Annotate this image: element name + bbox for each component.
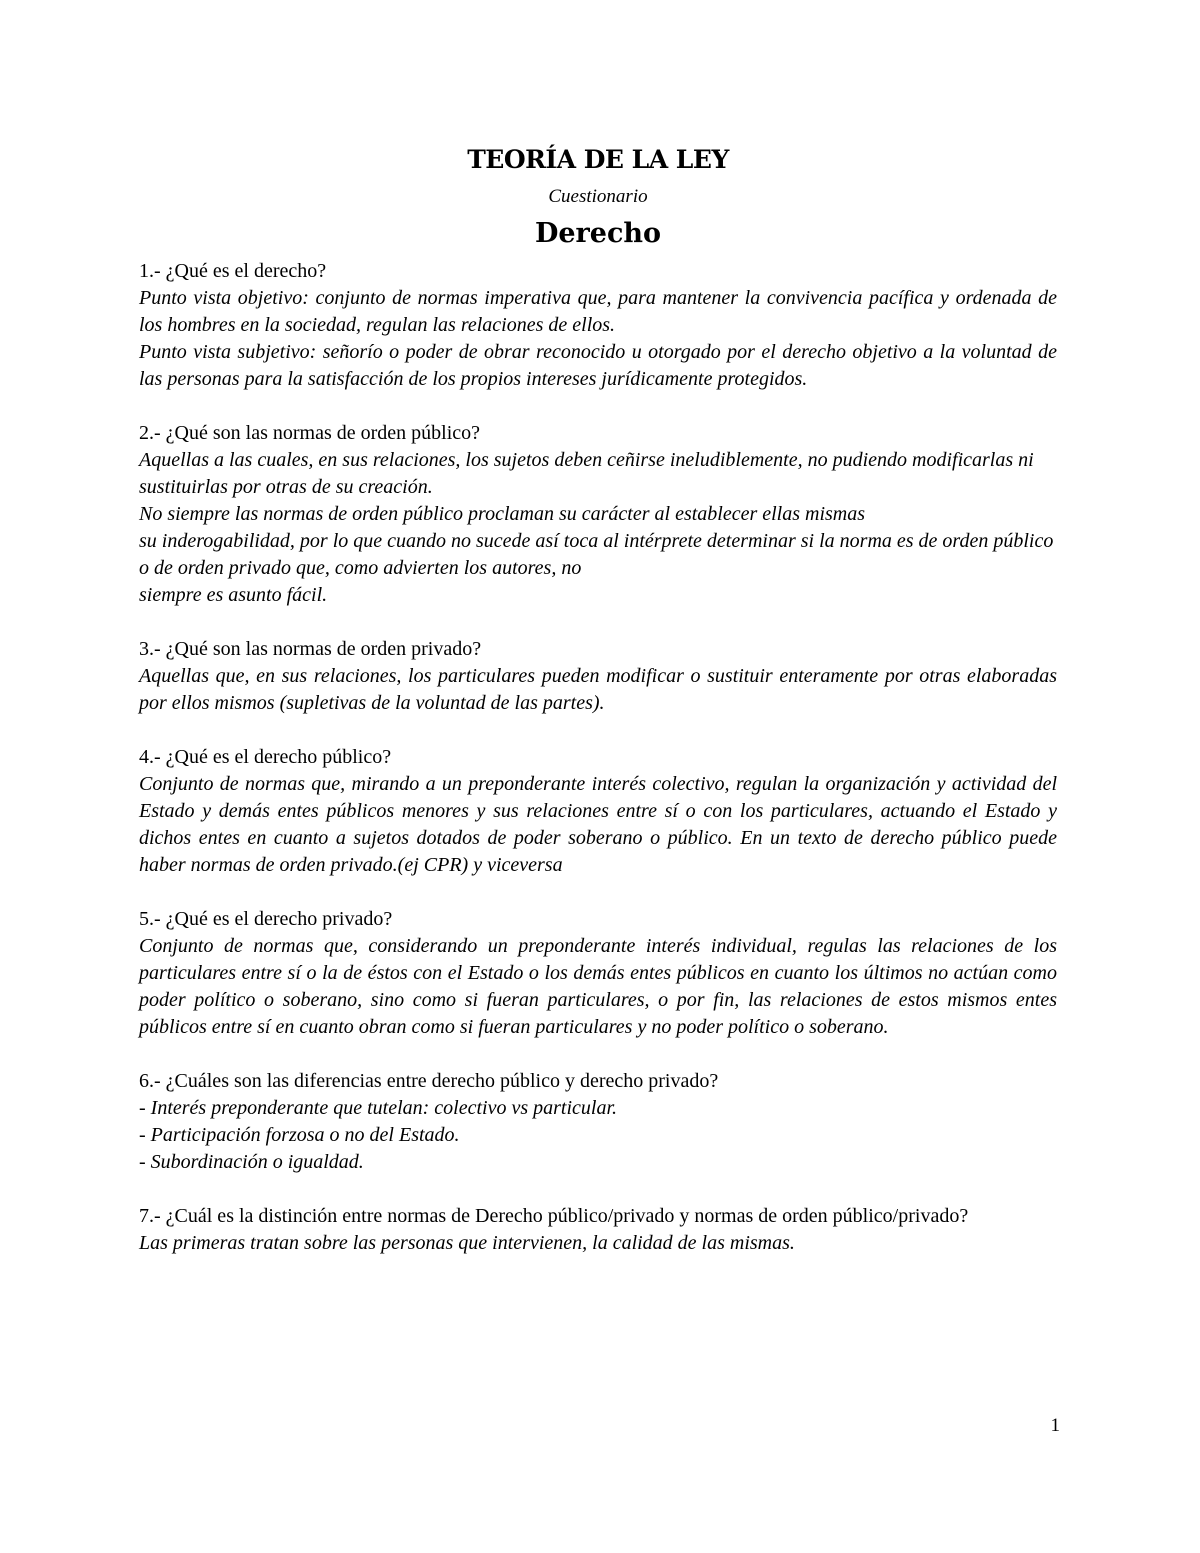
question-block-5 <box>139 906 1057 1041</box>
section-heading: Derecho <box>534 218 662 249</box>
answer-text: - Interés preponderante que tutelan: colectivo vs particular. <box>139 1097 618 1119</box>
question-text: 2.- ¿Qué son las normas de orden público? <box>139 422 481 444</box>
page-number: 1 <box>1050 1415 1060 1436</box>
answer-text: No siempre las normas de orden público proclaman su carácter al establecer ellas mismas <box>139 503 866 525</box>
answer-text: Las primeras tratan sobre las personas que intervienen, la calidad de las mismas. <box>139 1232 795 1254</box>
question-block-7 <box>139 1203 1057 1257</box>
question-block-6 <box>139 1068 1057 1176</box>
question-block-1 <box>139 258 1057 393</box>
question-block-4 <box>139 744 1057 879</box>
question-text: 6.- ¿Cuáles son las diferencias entre derecho público y derecho privado? <box>139 1070 719 1092</box>
question-text: 1.- ¿Qué es el derecho? <box>139 260 327 282</box>
document-subtitle: Cuestionario <box>548 186 648 207</box>
question-text: 7.- ¿Cuál es la distinción entre normas de Derecho público/privado y normas de orden público/privado? <box>139 1205 969 1227</box>
document-page <box>139 140 1057 1284</box>
answer-text: - Subordinación o igualdad. <box>139 1151 364 1173</box>
answer-text: - Participación forzosa o no del Estado. <box>139 1124 460 1146</box>
question-text: 3.- ¿Qué son las normas de orden privado? <box>139 638 482 660</box>
question-text: 5.- ¿Qué es el derecho privado? <box>139 908 393 930</box>
document-title: TEORÍA DE LA LEY <box>467 145 729 174</box>
question-block-2 <box>139 420 1057 609</box>
answer-text: siempre es asunto fácil. <box>139 584 328 606</box>
answer-text: Punto vista objetivo: conjunto de normas imperativa que, para mantener la convivencia pacífica y ordenada de los hombres en la sociedad, regulan las relaciones de ellos. <box>139 287 1057 336</box>
question-block-3 <box>139 636 1057 717</box>
answer-text: Aquellas a las cuales, en sus relaciones, los sujetos deben ceñirse ineludiblemente, no pudiendo modificarlas ni sustituirlas por otras de su creación. <box>139 449 1034 498</box>
answer-text: Punto vista subjetivo: señorío o poder de obrar reconocido u otorgado por el derecho objetivo a la voluntad de las personas para la satisfacción de los propios intereses jurídicamente protegidos. <box>139 341 1057 390</box>
answer-text: su inderogabilidad, por lo que cuando no sucede así toca al intérprete determinar si la norma es de orden público o de orden privado que, como advierten los autores, no <box>139 530 1054 579</box>
question-text: 4.- ¿Qué es el derecho público? <box>139 746 392 768</box>
answer-text: Conjunto de normas que, mirando a un preponderante interés colectivo, regulan la organización y actividad del Estado y demás entes públicos menores y sus relaciones entre sí o con los particulares, actuando el Estado y dichos entes en cuanto a sujetos dotados de poder soberano o público. En un texto de derecho público puede haber normas de orden privado.(ej CPR) y viceversa <box>139 773 1057 876</box>
answer-text: Conjunto de normas que, considerando un preponderante interés individual, regulas las relaciones de los particulares entre sí o la de éstos con el Estado o los demás entes públicos en cuanto los últimos no actúan como poder político o soberano, sino como si fueran particulares, o por fin, las relaciones de estos mismos entes públicos entre sí en cuanto obran como si fueran particulares y no poder político o soberano. <box>139 935 1057 1038</box>
answer-text: Aquellas que, en sus relaciones, los particulares pueden modificar o sustituir enteramente por otras elaboradas por ellos mismos (supletivas de la voluntad de las partes). <box>139 665 1057 714</box>
